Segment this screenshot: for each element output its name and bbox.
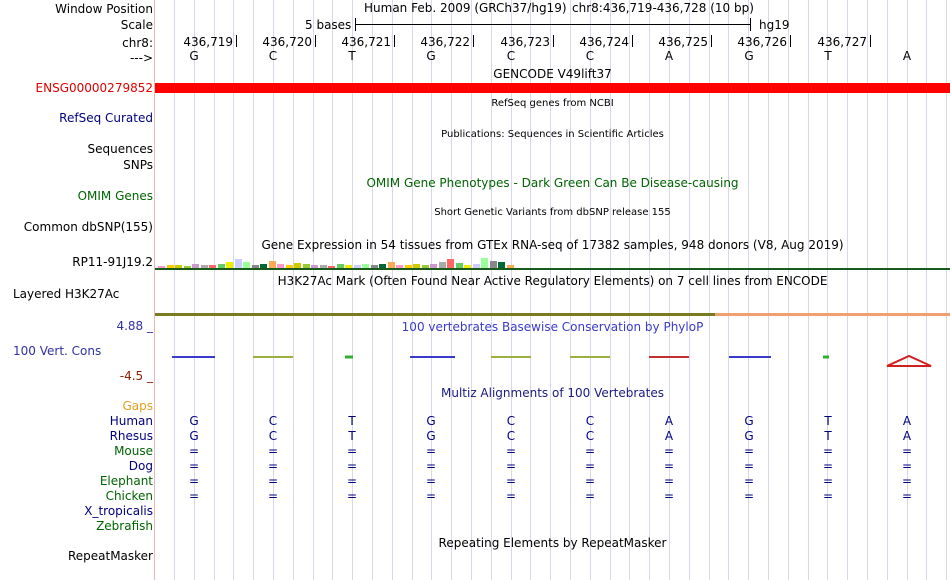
alignment-base-dog: =	[822, 459, 834, 473]
alignment-base-dog: =	[663, 459, 675, 473]
ruler-position-label: 436,724	[579, 35, 629, 49]
species-label[interactable]: Zebrafish	[96, 519, 153, 533]
ruler-position-label: 436,725	[658, 35, 708, 49]
track-title-refseq: RefSeq genes from NCBI	[491, 98, 614, 109]
alignment-base-human: C	[585, 414, 595, 428]
species-label[interactable]: X_tropicalis	[84, 504, 153, 518]
alignment-base-rhesus: G	[426, 429, 436, 443]
species-label[interactable]: Human	[109, 414, 153, 428]
alignment-base-human: C	[268, 414, 278, 428]
alignment-base-mouse: =	[901, 444, 913, 458]
alignment-base-chicken: =	[267, 489, 279, 503]
alignment-base-elephant: =	[505, 474, 517, 488]
alignment-base-human: C	[506, 414, 516, 428]
alignment-base-elephant: =	[584, 474, 596, 488]
cons-max-label: 4.88 _	[116, 319, 153, 333]
scale-bar-tick-left	[355, 18, 356, 31]
track-label-snps[interactable]: SNPs	[123, 158, 153, 172]
alignment-base-human: A	[902, 414, 912, 428]
gtex-tissue-bar[interactable]	[447, 259, 454, 268]
strand-arrow-label: --->	[129, 51, 153, 65]
base-letter: C	[506, 49, 516, 63]
track-title-dbsnp: Short Genetic Variants from dbSNP release 155	[434, 207, 671, 218]
gtex-tissue-bar[interactable]	[269, 261, 276, 268]
track-title-gencode: GENCODE V49lift37	[493, 67, 612, 81]
track-title-gtex: Gene Expression in 54 tissues from GTEx RNA-seq of 17382 samples, 948 donors (V8, Aug 2019)	[261, 238, 844, 252]
gtex-tissue-bar[interactable]	[481, 258, 488, 268]
alignment-base-human: A	[664, 414, 674, 428]
alignment-base-chicken: =	[425, 489, 437, 503]
track-label-h3k27ac[interactable]: Layered H3K27Ac	[13, 287, 120, 301]
alignment-base-mouse: =	[425, 444, 437, 458]
track-label-refseq[interactable]: RefSeq Curated	[59, 111, 153, 125]
base-letter: A	[902, 49, 912, 63]
track-label-omim[interactable]: OMIM Genes	[77, 189, 153, 203]
gtex-baseline	[155, 268, 950, 270]
ruler-position-label: 436,727	[817, 35, 867, 49]
gtex-tissue-bar[interactable]	[490, 261, 497, 268]
alignment-base-dog: =	[505, 459, 517, 473]
alignment-base-human: G	[744, 414, 754, 428]
alignment-base-mouse: =	[188, 444, 200, 458]
alignment-base-elephant: =	[346, 474, 358, 488]
ruler-position-label: 436,719	[183, 35, 233, 49]
alignment-base-human: G	[426, 414, 436, 428]
alignment-base-elephant: =	[743, 474, 755, 488]
track-label-sequences[interactable]: Sequences	[87, 142, 153, 156]
alignment-base-rhesus: G	[189, 429, 199, 443]
scale-label: Scale	[120, 18, 153, 32]
alignment-base-mouse: =	[505, 444, 517, 458]
ruler-tick	[236, 35, 237, 47]
track-label-gtex[interactable]: RP11-91J19.2	[72, 255, 153, 269]
track-label-conservation[interactable]: 100 Vert. Cons	[13, 344, 102, 358]
alignment-base-chicken: =	[346, 489, 358, 503]
base-letter: T	[824, 49, 832, 63]
alignment-base-rhesus: A	[902, 429, 912, 443]
alignment-base-mouse: =	[743, 444, 755, 458]
alignment-base-mouse: =	[267, 444, 279, 458]
gtex-expression-bars[interactable]	[158, 257, 518, 268]
alignment-base-human: T	[824, 414, 832, 428]
track-title-phylop: 100 vertebrates Basewise Conservation by PhyloP	[401, 320, 704, 334]
phylop-peak	[887, 356, 931, 366]
track-label-repeatmasker[interactable]: RepeatMasker	[67, 549, 153, 563]
window-position-label: Window Position	[55, 2, 153, 16]
alignment-base-elephant: =	[425, 474, 437, 488]
track-title-h3k27ac: H3K27Ac Mark (Often Found Near Active Regulatory Elements) on 7 cell lines from ENCODE	[277, 274, 828, 288]
alignment-base-dog: =	[267, 459, 279, 473]
alignment-base-mouse: =	[584, 444, 596, 458]
base-letter: T	[348, 49, 356, 63]
cons-min-label: -4.5 _	[119, 369, 153, 383]
ruler-position-label: 436,721	[341, 35, 391, 49]
ruler-tick	[394, 35, 395, 47]
alignment-base-elephant: =	[663, 474, 675, 488]
species-label[interactable]: Mouse	[114, 444, 153, 458]
alignment-base-elephant: =	[901, 474, 913, 488]
alignment-base-chicken: =	[188, 489, 200, 503]
ruler-tick	[790, 35, 791, 47]
position-title: chr8:436,719-436,728 (10 bp)	[572, 1, 754, 15]
alignment-base-human: G	[189, 414, 199, 428]
alignment-base-chicken: =	[822, 489, 834, 503]
base-letter: G	[426, 49, 436, 63]
base-letter: C	[268, 49, 278, 63]
species-label[interactable]: Dog	[128, 459, 153, 473]
ruler-tick	[553, 35, 554, 47]
alignment-base-dog: =	[584, 459, 596, 473]
track-title-repeatmasker: Repeating Elements by RepeatMasker	[438, 536, 667, 550]
alignment-base-dog: =	[743, 459, 755, 473]
alignment-base-elephant: =	[822, 474, 834, 488]
alignment-base-chicken: =	[584, 489, 596, 503]
alignment-base-rhesus: T	[824, 429, 832, 443]
ruler-position-label: 436,720	[262, 35, 312, 49]
species-label[interactable]: Elephant	[99, 474, 153, 488]
alignment-base-chicken: =	[743, 489, 755, 503]
alignment-base-dog: =	[425, 459, 437, 473]
track-title-omim: OMIM Gene Phenotypes - Dark Green Can Be Disease-causing	[366, 176, 739, 190]
chrom-label: chr8:	[122, 36, 153, 50]
base-letter: C	[585, 49, 595, 63]
ruler-position-label: 436,722	[420, 35, 470, 49]
ruler-tick	[315, 35, 316, 47]
track-label-dbsnp[interactable]: Common dbSNP(155)	[23, 220, 153, 234]
alignment-base-elephant: =	[267, 474, 279, 488]
alignment-base-rhesus: T	[348, 429, 356, 443]
base-letter: A	[664, 49, 674, 63]
ruler-position-label: 436,726	[737, 35, 787, 49]
ruler-tick	[870, 35, 871, 47]
scale-bar	[355, 24, 750, 25]
alignment-base-rhesus: C	[585, 429, 595, 443]
species-label[interactable]: Chicken	[105, 489, 153, 503]
track-title-multiz: Multiz Alignments of 100 Vertebrates	[440, 386, 665, 400]
db-label: hg19	[759, 18, 790, 32]
track-title-publications: Publications: Sequences in Scientific Articles	[441, 129, 664, 140]
ruler-position-label: 436,723	[500, 35, 550, 49]
alignment-base-mouse: =	[346, 444, 358, 458]
assembly-title: Human Feb. 2009 (GRCh37/hg19)	[364, 1, 567, 15]
alignment-base-mouse: =	[822, 444, 834, 458]
alignment-base-rhesus: C	[268, 429, 278, 443]
alignment-base-chicken: =	[505, 489, 517, 503]
phylop-conservation-plot[interactable]	[155, 345, 950, 375]
track-label-gencode[interactable]: ENSG00000279852	[35, 81, 153, 95]
alignment-base-chicken: =	[663, 489, 675, 503]
alignment-base-human: T	[348, 414, 356, 428]
alignment-base-rhesus: C	[506, 429, 516, 443]
scale-bar-label: 5 bases	[305, 18, 352, 32]
base-letter: G	[744, 49, 754, 63]
gencode-gene-feature[interactable]	[155, 83, 950, 93]
alignment-base-rhesus: A	[664, 429, 674, 443]
alignment-base-dog: =	[188, 459, 200, 473]
alignment-base-rhesus: G	[744, 429, 754, 443]
base-letter: G	[189, 49, 199, 63]
alignment-base-elephant: =	[188, 474, 200, 488]
alignment-base-mouse: =	[663, 444, 675, 458]
scale-bar-tick-right	[750, 18, 751, 31]
ruler-tick	[632, 35, 633, 47]
h3k27ac-signal[interactable]	[155, 313, 950, 316]
alignment-base-dog: =	[901, 459, 913, 473]
gtex-tissue-bar[interactable]	[235, 259, 242, 268]
ruler-tick	[473, 35, 474, 47]
gaps-label: Gaps	[122, 399, 153, 413]
species-label[interactable]: Rhesus	[109, 429, 153, 443]
alignment-base-chicken: =	[901, 489, 913, 503]
alignment-base-dog: =	[346, 459, 358, 473]
ruler-tick	[711, 35, 712, 47]
